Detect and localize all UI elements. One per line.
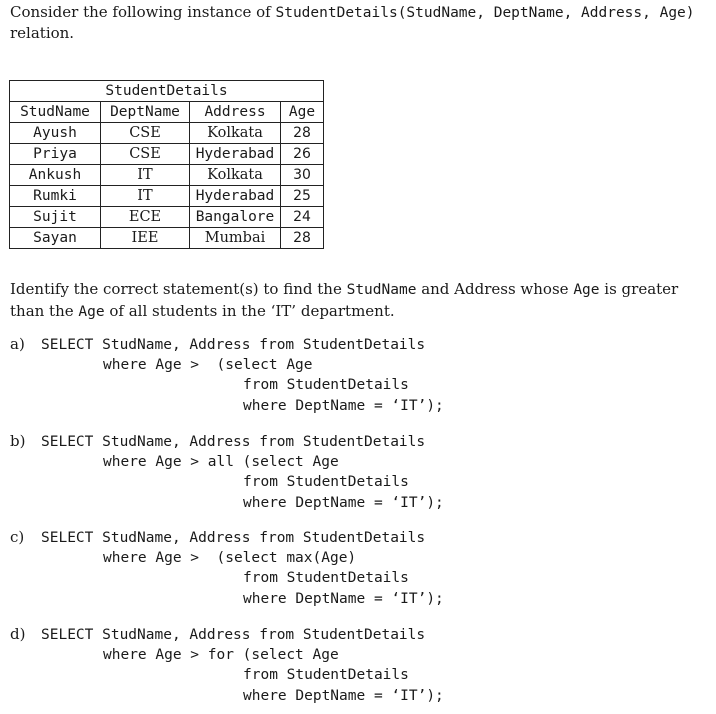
question-text-1: Identify the correct statement(s) to find the [10,280,347,298]
cell-address: Hyderabad [190,144,281,165]
code-line: where DeptName = ‘IT’); [243,494,444,511]
code-line: where DeptName = ‘IT’); [243,687,444,704]
cell-age: 26 [281,144,324,165]
code-line: SELECT StudName, Address from StudentDetails [41,530,426,546]
code-line: where Age > (select max(Age) [103,549,357,566]
question-paragraph [10,279,700,323]
code-line: where Age > (select Age [103,356,313,373]
option-b[interactable] [10,431,700,513]
cell-studname: Rumki [10,186,101,207]
table-header-row [10,102,324,123]
code-line: SELECT StudName, Address from StudentDetails [41,627,426,643]
cell-address: Kolkata [190,123,281,144]
cell-address: Bangalore [190,207,281,228]
cell-deptname: CSE [101,144,190,165]
column-header-deptname: DeptName [101,102,190,123]
table-row [10,228,324,249]
intro-paragraph [10,2,700,43]
option-a[interactable] [10,334,700,416]
column-header-age: Age [281,102,324,123]
option-letter: a) [10,335,25,353]
cell-studname: Ankush [10,165,101,186]
cell-age: 24 [281,207,324,228]
student-details-table [9,80,324,249]
option-letter: b) [10,432,26,450]
cell-studname: Ayush [10,123,101,144]
code-line: where DeptName = ‘IT’); [243,397,444,414]
question-text-4: of all students in the ‘IT’ department. [104,302,395,320]
question-text-2: and Address whose [416,280,574,298]
code-line: SELECT StudName, Address from StudentDetails [41,337,426,353]
cell-address: Kolkata [190,165,281,186]
code-line: from StudentDetails [243,377,409,394]
table-row [10,186,324,207]
option-letter: d) [10,625,26,643]
cell-deptname: IT [101,186,190,207]
question-code-age-2: Age [78,304,105,320]
table-row [10,123,324,144]
table-caption: StudentDetails [10,81,324,102]
intro-text: Consider the following instance of [10,3,276,21]
column-header-studname: StudName [10,102,101,123]
cell-address: Mumbai [190,228,281,249]
option-letter: c) [10,528,25,546]
code-line: from StudentDetails [243,474,409,491]
code-line: from StudentDetails [243,570,409,587]
question-code-studname: StudName [346,282,417,298]
cell-deptname: ECE [101,207,190,228]
code-line: SELECT StudName, Address from StudentDetails [41,434,426,450]
option-c[interactable] [10,527,700,609]
cell-studname: Sayan [10,228,101,249]
relation-signature: StudentDetails(StudName, DeptName, Address, Age) [275,5,695,21]
cell-age: 28 [281,123,324,144]
question-text-3: is greater than the [10,280,679,320]
code-line: where Age > all (select Age [103,453,339,470]
option-d[interactable] [10,624,700,706]
table-row [10,144,324,165]
cell-age: 30 [281,165,324,186]
cell-studname: Sujit [10,207,101,228]
cell-address: Hyderabad [190,186,281,207]
question-code-age: Age [573,282,600,298]
column-header-address: Address [190,102,281,123]
cell-studname: Priya [10,144,101,165]
cell-deptname: CSE [101,123,190,144]
cell-age: 28 [281,228,324,249]
intro-text-end: relation. [10,24,75,42]
code-line: from StudentDetails [243,667,409,684]
cell-age: 25 [281,186,324,207]
table-row [10,207,324,228]
cell-deptname: IT [101,165,190,186]
code-line: where DeptName = ‘IT’); [243,590,444,607]
cell-deptname: IEE [101,228,190,249]
code-line: where Age > for (select Age [103,646,339,663]
table-row [10,165,324,186]
